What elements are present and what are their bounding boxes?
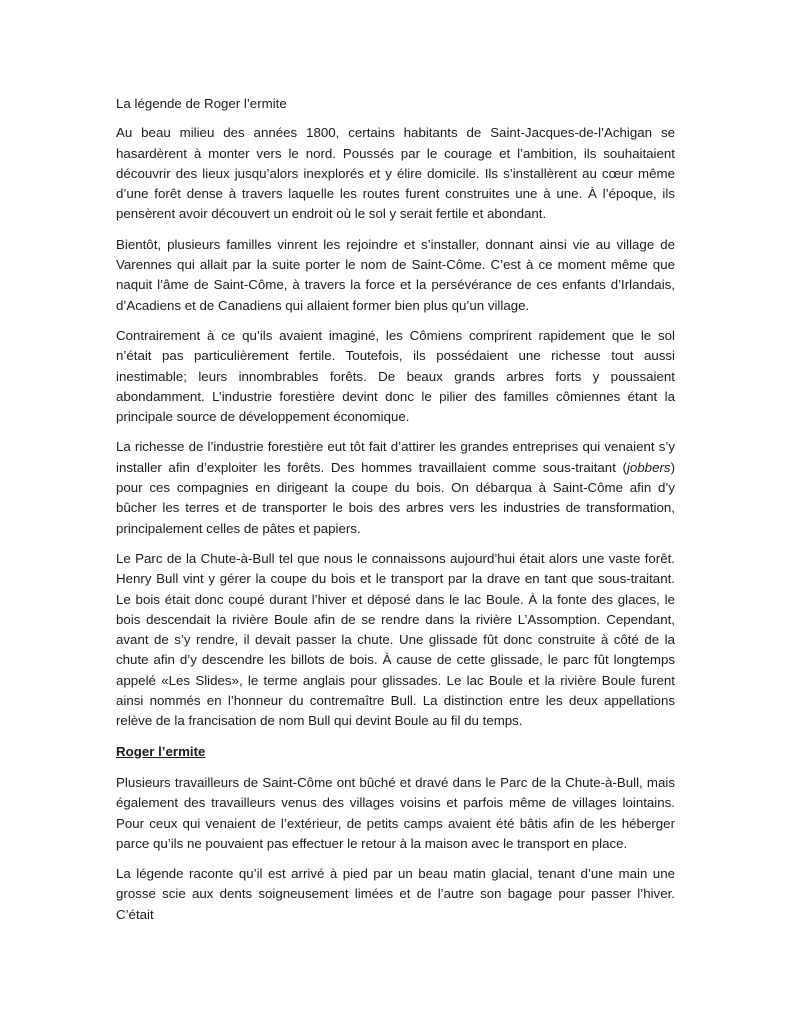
paragraph-text: La richesse de l’industrie forestière eut tôt fait d’attirer les grandes entreprises qui venaient s’y installer afin d’exploiter les forêts. Des hommes travaillaient comme sous-traitant ( — [116, 439, 675, 475]
document-title: La légende de Roger l’ermite — [116, 96, 287, 111]
paragraph: Le Parc de la Chute-à-Bull tel que nous le connaissons aujourd’hui était alors une vaste forêt. Henry Bull vint y gérer la coupe du bois et le transport par la drave en tant que sous-traitant. Le bois était donc coupé durant l’hiver et déposé dans le lac Boule. À la fonte des glaces, le bois descendait la rivière Boule afin de se rendre dans la rivière L’Assomption. Cependant, avant de s’y rendre, il devait passer la chute. Une glissade fût donc construite à côté de la chute afin d’y descendre les billots de bois. À cause de cette glissade, le parc fût longtemps appelé «Les Slides», le terme anglais pour glissades. Le lac Boule et la rivière Boule furent ainsi nommés en l’honneur du contremaître Bull. La distinction entre les deux appellations relève de la francisation de nom Bull qui devint Boule au fil du temps. — [116, 550, 675, 729]
paragraph-jobbers — [116, 437, 675, 538]
document-page — [116, 94, 675, 935]
section-heading: Roger l’ermite — [116, 743, 206, 759]
paragraph: Au beau milieu des années 1800, certains habitants de Saint-Jacques-de-l’Achigan se hasardèrent à monter vers le nord. Poussés par le courage et l’ambition, ils souhaitaient découvrir des lieux jusqu’alors inexplorés et y élire domicile. Ils s’installèrent au cœur même d’une forêt dense à travers laquelle les routes furent construites une à une. À l’époque, ils pensèrent avoir découvert un endroit où le sol y serait fertile et abondant. — [116, 125, 675, 222]
italic-term: jobbers — [626, 459, 671, 475]
paragraph: Bientôt, plusieurs familles vinrent les rejoindre et s’installer, donnant ainsi vie au village de Varennes qui allait par la suite porter le nom de Saint-Côme. C’est à ce moment même que naquit l’âme de Saint-Côme, à travers la force et la persévérance de ces enfants d’Irlandais, d’Acadiens et de Canadiens qui allaient former bien plus qu’un village. — [116, 236, 675, 313]
paragraph: Plusieurs travailleurs de Saint-Côme ont bûché et dravé dans le Parc de la Chute-à-Bull, mais également des travailleurs venus des villages voisins et parfois même de villages lointains. Pour ceux qui venaient de l’extérieur, de petits camps avaient été bâtis afin de les héberger parce qu’ils ne pouvaient pas effectuer le retour à la maison avec le transport en place. — [116, 774, 675, 851]
paragraph: La légende raconte qu’il est arrivé à pied par un beau matin glacial, tenant d’une main une grosse scie aux dents soigneusement limées et de l’autre son bagage pour passer l’hiver. C’était — [116, 866, 675, 922]
paragraph: Contrairement à ce qu’ils avaient imaginé, les Cômiens comprirent rapidement que le sol n’était pas particulièrement fertile. Toutefois, ils possédaient une richesse tout aussi inestimable; leurs innombrables forêts. De beaux grands arbres forts y poussaient abondamment. L’industrie forestière devint donc le pilier des familles cômiennes étant la principale source de développement économique. — [116, 327, 675, 425]
paragraph-text: ) pour ces compagnies en dirigeant la coupe du bois. On débarqua à Saint-Côme afin d’y bûcher les terres et de transporter le bois des arbres vers les industries de transformation, principalement celles de pâtes et papiers. — [116, 459, 675, 536]
